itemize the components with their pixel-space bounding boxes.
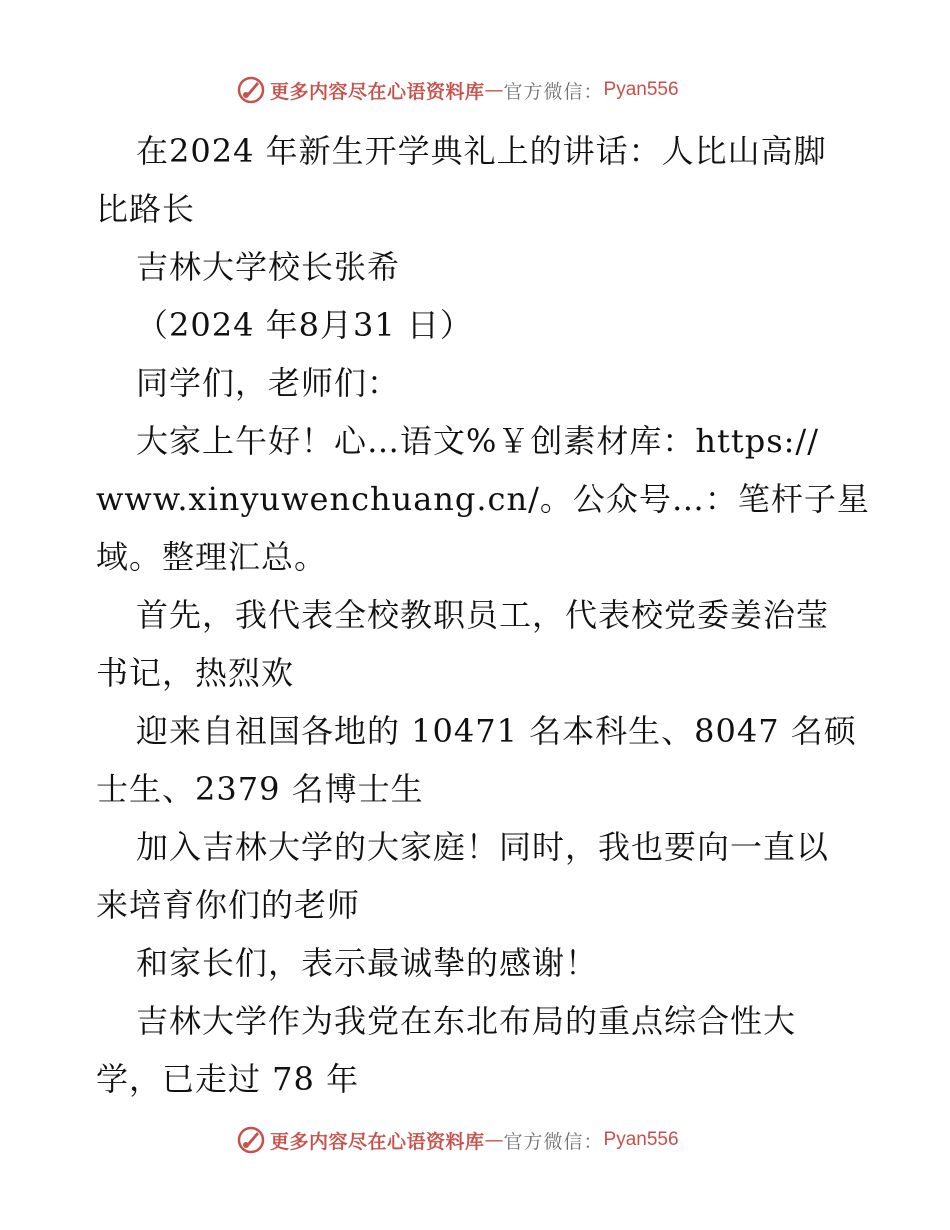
- quill-logo-icon: [236, 75, 266, 105]
- watermark-dash: —: [484, 1129, 504, 1151]
- watermark-wechat-id: Pyan556: [603, 1129, 679, 1150]
- watermark-dash: —: [484, 79, 504, 101]
- title-line-2: 比路长: [96, 190, 196, 228]
- paragraph-line: 域。整理汇总。: [96, 538, 328, 576]
- watermark-footer: [236, 1124, 756, 1156]
- document-body: [96, 122, 870, 1108]
- paragraph-line: 来培育你们的老师: [96, 886, 361, 924]
- author-line: 吉林大学校长张希: [136, 248, 401, 286]
- paragraph-line: 书记，热烈欢: [96, 654, 295, 692]
- date-line: （2024 年8月31 日）: [136, 306, 473, 344]
- watermark-text: 更多内容尽在心语资料库: [270, 1130, 485, 1153]
- watermark-label: 官方微信：: [503, 1130, 604, 1153]
- paragraph-line: www.xinyuwenchuang.cn/。公众号…：笔杆子星: [96, 480, 870, 518]
- paragraph-line: 迎来自祖国各地的 10471 名本科生、8047 名硕: [136, 712, 857, 750]
- title-line-1: 在2024 年新生开学典礼上的讲话：人比山高脚: [136, 132, 827, 170]
- paragraph-line: 和家长们，表示最诚挚的感谢！: [136, 944, 599, 982]
- salutation-line: 同学们，老师们：: [136, 364, 401, 402]
- watermark-text: 更多内容尽在心语资料库: [270, 80, 485, 103]
- quill-logo-icon: [236, 1125, 266, 1155]
- paragraph-line: 加入吉林大学的大家庭！同时，我也要向一直以: [136, 828, 830, 866]
- paragraph-line: 学，已走过 78 年: [96, 1060, 360, 1098]
- paragraph-line: 首先，我代表全校教职员工，代表校党委姜治莹: [136, 596, 830, 634]
- paragraph-line: 吉林大学作为我党在东北布局的重点综合性大: [136, 1002, 797, 1040]
- watermark-header: [236, 74, 756, 106]
- paragraph-line: 大家上午好！心…语文%￥创素材库：https://: [136, 422, 819, 460]
- watermark-label: 官方微信：: [503, 80, 604, 103]
- paragraph-line: 士生、2379 名博士生: [96, 770, 424, 808]
- watermark-wechat-id: Pyan556: [603, 79, 679, 100]
